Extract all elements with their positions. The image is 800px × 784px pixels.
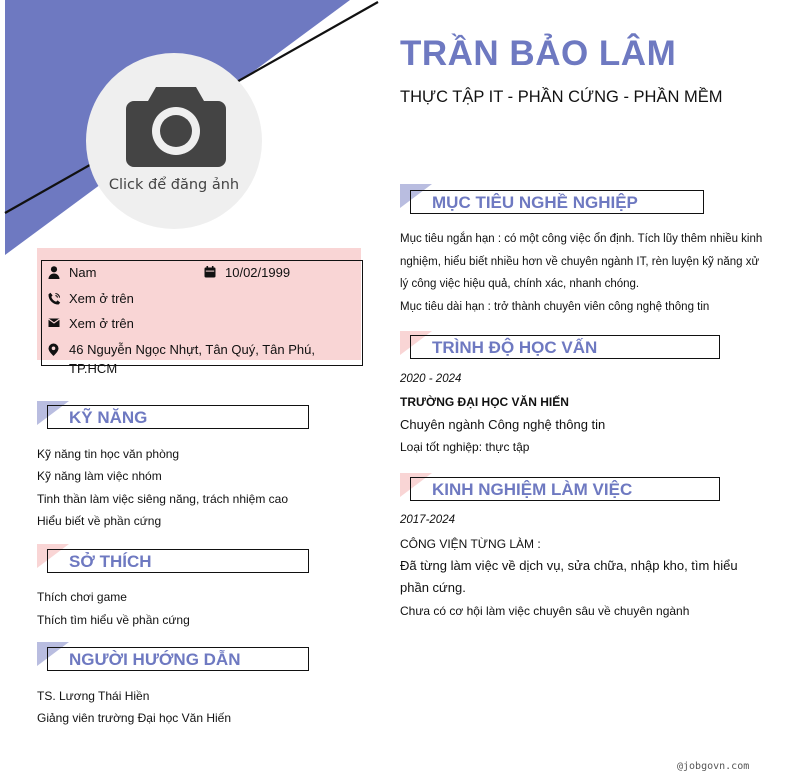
experience-heading-label: CÔNG VIỆN TỪNG LÀM : — [400, 537, 541, 551]
address-value: 46 Nguyễn Ngọc Nhựt, Tân Quý, Tân Phú, TP.HCM — [69, 342, 315, 376]
objective-heading: MỤC TIÊU NGHỀ NGHIỆP — [432, 193, 638, 212]
objective-short-term: Mục tiêu ngắn hạn : có một công việc ổn định. Tích lũy thêm nhiều kinh nghiệm, hiểu biết nhiều hơn về chuyên ngành IT, rèn luyện kỹ năng xử lý công việc hiệu quả, chính xác, nhanh chóng. — [400, 233, 763, 290]
reference-item: TS. Lương Thái Hiền — [37, 689, 150, 703]
skills-heading: KỸ NĂNG — [69, 408, 148, 427]
envelope-icon — [48, 317, 60, 328]
skill-item: Kỹ năng làm việc nhóm — [37, 469, 162, 483]
skill-item: Kỹ năng tin học văn phòng — [37, 447, 180, 461]
experience-note: Chưa có cơ hội làm việc chuyên sâu về chuyên ngành — [400, 604, 690, 618]
references-heading: NGƯỜI HƯỚNG DẪN — [69, 650, 241, 669]
avatar-upload-label: Click để đăng ảnh — [108, 177, 240, 193]
calendar-icon — [204, 266, 216, 278]
avatar-upload[interactable] — [86, 53, 262, 229]
gender-value: Nam — [69, 265, 97, 280]
skill-item: Tinh thần làm việc siêng năng, trách nhiệm cao — [37, 492, 289, 506]
hobby-item: Thích chơi game — [37, 590, 127, 604]
objective-text — [400, 228, 768, 318]
education-heading: TRÌNH ĐỘ HỌC VẤN — [432, 338, 598, 357]
skill-item: Hiểu biết về phần cứng — [37, 514, 162, 528]
education-period: 2020 - 2024 — [400, 373, 462, 385]
person-icon — [48, 266, 60, 279]
hobbies-heading: SỞ THÍCH — [69, 552, 152, 571]
education-major: Chuyên ngành Công nghệ thông tin — [400, 417, 606, 432]
candidate-name: TRẦN BẢO LÂM — [400, 34, 677, 73]
education-grade: Loại tốt nghiệp: thực tập — [400, 440, 530, 454]
objective-long-term: Mục tiêu dài hạn : trở thành chuyên viên công nghệ thông tin — [400, 300, 710, 313]
experience-description: Đã từng làm việc về dịch vụ, sửa chữa, nhập kho, tìm hiểu phần cứng. — [400, 558, 738, 595]
watermark: @jobgovn.com — [677, 761, 750, 772]
experience-heading: KINH NGHIỆM LÀM VIỆC — [432, 480, 633, 499]
hobby-item: Thích tìm hiểu về phần cứng — [37, 613, 190, 627]
experience-period: 2017-2024 — [400, 514, 455, 526]
birthdate-value: 10/02/1999 — [225, 265, 291, 280]
position-title: THỰC TẬP IT - PHẦN CỨNG - PHẦN MỀM — [400, 88, 723, 106]
reference-item: Giảng viên trường Đại học Văn Hiến — [37, 711, 232, 725]
email-value: Xem ở trên — [69, 316, 134, 331]
education-school: TRƯỜNG ĐẠI HỌC VĂN HIẾN — [400, 395, 569, 409]
camera-icon — [126, 83, 226, 171]
location-pin-icon — [48, 343, 59, 356]
phone-icon — [48, 292, 61, 305]
phone-value: Xem ở trên — [69, 291, 134, 306]
